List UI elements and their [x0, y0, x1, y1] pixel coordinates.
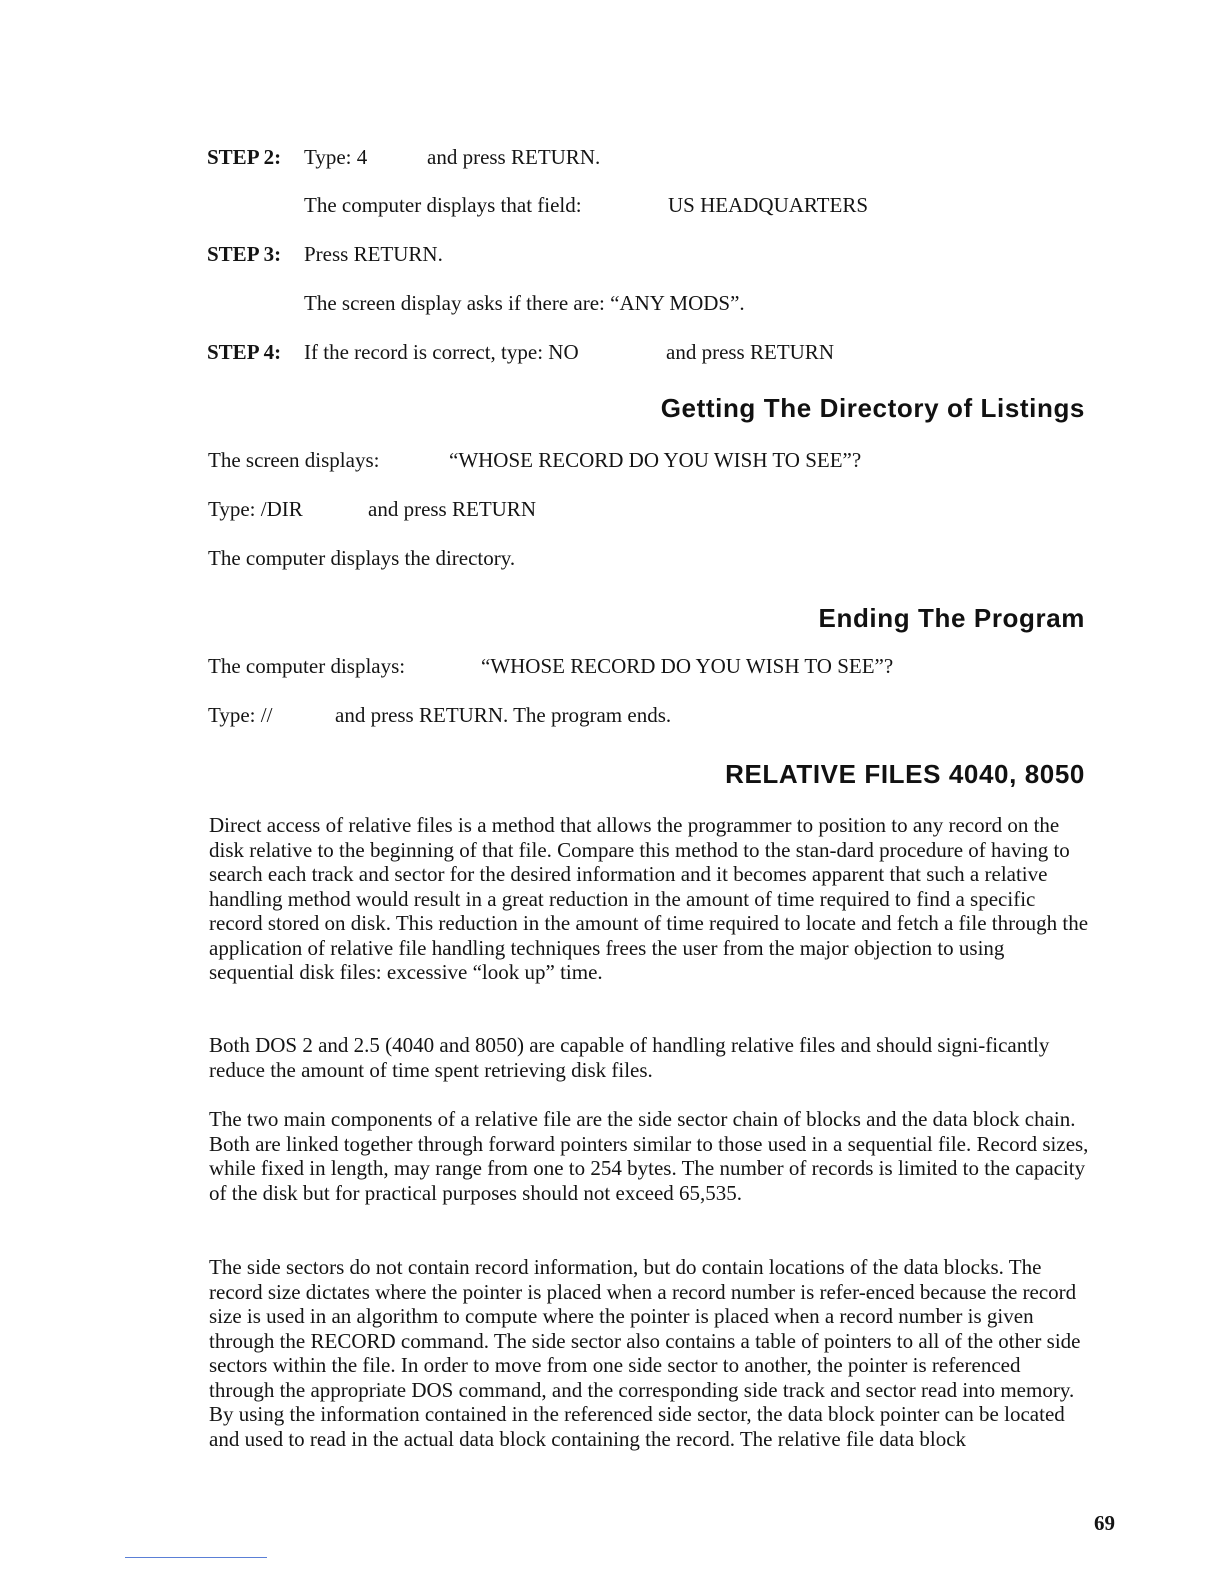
ending-type-label: Type: // — [208, 703, 273, 727]
ending-display-label: The computer displays: — [208, 654, 406, 678]
ending-heading: Ending The Program — [818, 603, 1085, 633]
step-4-label: STEP 4: — [207, 340, 282, 364]
step-3-note: The screen display asks if there are: “ANY MODS”. — [304, 291, 745, 315]
step-2-note-value: US HEADQUARTERS — [668, 193, 869, 217]
step-2-action: and press RETURN. — [427, 145, 601, 169]
step-2-note: The computer displays that field: — [304, 193, 582, 217]
step-2-text: Type: 4 — [304, 145, 368, 169]
directory-type-label: Type: /DIR — [208, 497, 303, 521]
relative-paragraph-3: The two main components of a relative file are the side sector chain of blocks and the data block chain. Both are linked together through forward pointers similar to those used in a sequential file. Record sizes, while fixed in length, may range from one to 254 bytes. The number of records is limited to the capacity of the disk but for practical purposes should not exceed 65,535. — [209, 1107, 1089, 1205]
directory-screen-value: “WHOSE RECORD DO YOU WISH TO SEE”? — [449, 448, 862, 472]
directory-result: The computer displays the directory. — [208, 546, 516, 570]
footer-rule — [125, 1557, 267, 1558]
relative-files-heading: RELATIVE FILES 4040, 8050 — [725, 759, 1085, 789]
step-3-text: Press RETURN. — [304, 242, 443, 266]
step-2-label: STEP 2: — [207, 145, 282, 169]
ending-type-action: and press RETURN. The program ends. — [335, 703, 672, 727]
directory-type-action: and press RETURN — [368, 497, 536, 521]
step-4-text: If the record is correct, type: NO — [304, 340, 579, 364]
step-4-action: and press RETURN — [666, 340, 834, 364]
step-3-label: STEP 3: — [207, 242, 282, 266]
relative-paragraph-2: Both DOS 2 and 2.5 (4040 and 8050) are capable of handling relative files and should signi-ficantly reduce the amount of time spent retrieving disk files. — [209, 1033, 1050, 1082]
relative-paragraph-1: Direct access of relative files is a method that allows the programmer to position to any record on the disk relative to the beginning of that file. Compare this method to the stan-dard procedure of having to search each track and sector for the desired information and it becomes apparent that such a relative handling method would result in a great reduction in the amount of time required to find a specific record stored on disk. This reduction in the amount of time required to locate and fetch a file through the application of relative file handling techniques frees the user from the major objection to using sequential disk files: excessive “look up” time. — [209, 813, 1089, 984]
relative-paragraph-4: The side sectors do not contain record information, but do contain locations of the data blocks. The record size dictates where the pointer is placed when a record number is refer-enced because the record size is used in an algorithm to compute where the pointer is placed when a record number is given through the RECORD command. The side sector also contains a table of pointers to all of the other side sectors within the file. In order to move from one side sector to another, the pointer is referenced through the appropriate DOS command, and the corresponding side track and sector read into memory. By using the information contained in the referenced side sector, the data block pointer can be located and used to read in the actual data block containing the record. The relative file data block — [209, 1255, 1081, 1451]
ending-display-value: “WHOSE RECORD DO YOU WISH TO SEE”? — [481, 654, 894, 678]
page-number: 69 — [1094, 1511, 1115, 1535]
directory-screen-label: The screen displays: — [208, 448, 380, 472]
directory-heading: Getting The Directory of Listings — [660, 393, 1085, 423]
